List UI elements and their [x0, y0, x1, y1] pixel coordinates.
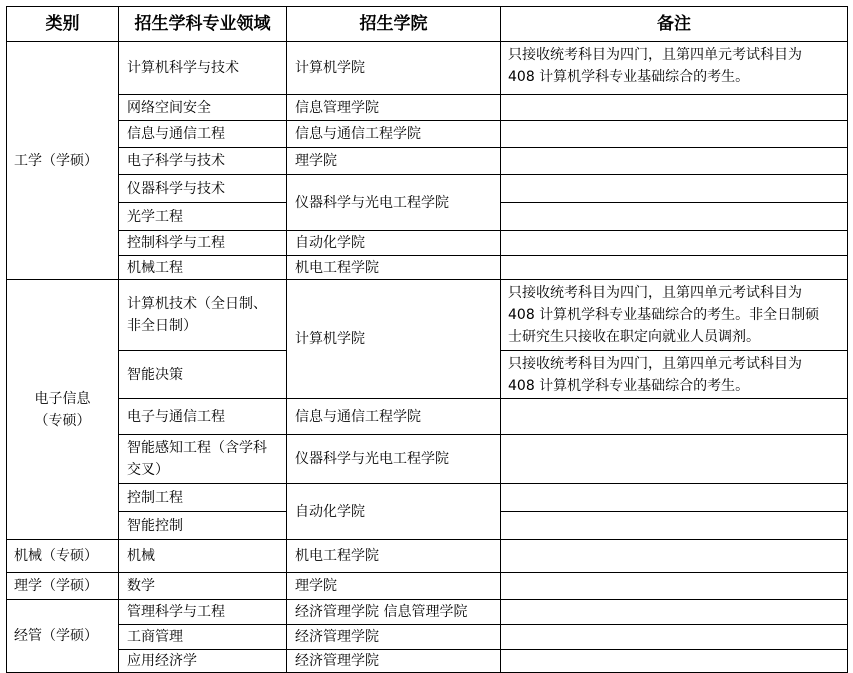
table-row: [7, 148, 848, 175]
table-row: [7, 600, 848, 625]
table-row: [7, 280, 848, 351]
note-cell: [501, 203, 848, 231]
note-cell: [501, 148, 848, 175]
header-college: 招生学院: [287, 7, 501, 42]
note-cell: [501, 600, 848, 625]
field-line: 智能感知工程（含学科: [127, 440, 267, 456]
college-cell: 机电工程学院: [287, 256, 501, 280]
field-line: 交叉）: [127, 462, 169, 478]
table-row: [7, 42, 848, 95]
field-line: 计算机技术（全日制、: [127, 296, 267, 312]
note-cell: [501, 650, 848, 673]
header-field: 招生学科专业领域: [119, 7, 287, 42]
field-cell: 数学: [119, 573, 287, 600]
college-cell: 计算机学院: [287, 280, 501, 399]
table-row: [7, 175, 848, 203]
college-cell: 自动化学院: [287, 231, 501, 256]
category-cell: 理学（学硕）: [7, 573, 119, 600]
note-cell: [501, 399, 848, 435]
table-row: [7, 399, 848, 435]
field-cell: [119, 435, 287, 484]
college-cell: 经济管理学院 信息管理学院: [287, 600, 501, 625]
college-cell: 理学院: [287, 148, 501, 175]
field-line: 非全日制）: [127, 318, 197, 334]
note-line: 408 计算机学科专业基础综合的考生。非全日制硕: [508, 307, 820, 323]
table-row: [7, 484, 848, 512]
college-cell: 仪器科学与光电工程学院: [287, 435, 501, 484]
category-cell: 机械（专硕）: [7, 540, 119, 573]
category-cell: 工学（学硕）: [7, 42, 119, 280]
table-row: [7, 650, 848, 673]
category-cell: 经管（学硕）: [7, 600, 119, 673]
field-cell: 机械: [119, 540, 287, 573]
field-cell: 信息与通信工程: [119, 121, 287, 148]
note-cell: [501, 540, 848, 573]
note-cell: [501, 42, 848, 95]
table-row: [7, 95, 848, 121]
table-row: [7, 231, 848, 256]
college-cell: 仪器科学与光电工程学院: [287, 175, 501, 231]
field-cell: 智能决策: [119, 351, 287, 399]
college-cell: 理学院: [287, 573, 501, 600]
note-cell: [501, 95, 848, 121]
header-category: 类别: [7, 7, 119, 42]
table-row: [7, 256, 848, 280]
note-cell: [501, 231, 848, 256]
college-cell: 信息管理学院: [287, 95, 501, 121]
note-line: 士研究生只接收在职定向就业人员调剂。: [508, 329, 760, 345]
category-line: 电子信息: [34, 390, 91, 407]
field-cell: 电子与通信工程: [119, 399, 287, 435]
field-cell: 管理科学与工程: [119, 600, 287, 625]
note-cell: [501, 256, 848, 280]
note-line: 只接收统考科目为四门，且第四单元考试科目为: [508, 356, 802, 372]
header-row: [7, 7, 848, 42]
header-note: 备注: [501, 7, 848, 42]
note-line: 只接收统考科目为四门，且第四单元考试科目为: [508, 285, 802, 301]
table-row: [7, 435, 848, 484]
note-cell: [501, 625, 848, 650]
field-cell: 工商管理: [119, 625, 287, 650]
field-cell: 机械工程: [119, 256, 287, 280]
category-line: （专硕）: [34, 412, 91, 429]
note-cell: [501, 351, 848, 399]
field-cell: 仪器科学与技术: [119, 175, 287, 203]
enrollment-table: [6, 6, 848, 673]
field-cell: [119, 280, 287, 351]
table-row: [7, 540, 848, 573]
college-cell: 自动化学院: [287, 484, 501, 540]
college-cell: 计算机学院: [287, 42, 501, 95]
note-cell: [501, 280, 848, 351]
field-cell: 应用经济学: [119, 650, 287, 673]
note-line: 408 计算机学科专业基础综合的考生。: [508, 378, 750, 394]
college-cell: 信息与通信工程学院: [287, 121, 501, 148]
field-cell: 光学工程: [119, 203, 287, 231]
field-cell: 计算机科学与技术: [119, 42, 287, 95]
field-cell: 电子科学与技术: [119, 148, 287, 175]
college-cell: 经济管理学院: [287, 625, 501, 650]
note-cell: [501, 512, 848, 540]
note-line: 408 计算机学科专业基础综合的考生。: [508, 69, 750, 85]
field-cell: 控制工程: [119, 484, 287, 512]
table-row: [7, 573, 848, 600]
note-line: 只接收统考科目为四门，且第四单元考试科目为: [508, 47, 802, 63]
note-cell: [501, 121, 848, 148]
college-cell: 经济管理学院: [287, 650, 501, 673]
note-cell: [501, 435, 848, 484]
note-cell: [501, 175, 848, 203]
field-cell: 控制科学与工程: [119, 231, 287, 256]
field-cell: 网络空间安全: [119, 95, 287, 121]
table-row: [7, 625, 848, 650]
note-cell: [501, 484, 848, 512]
field-cell: 智能控制: [119, 512, 287, 540]
note-cell: [501, 573, 848, 600]
college-cell: 信息与通信工程学院: [287, 399, 501, 435]
category-cell: [7, 280, 119, 540]
college-cell: 机电工程学院: [287, 540, 501, 573]
table-row: [7, 121, 848, 148]
